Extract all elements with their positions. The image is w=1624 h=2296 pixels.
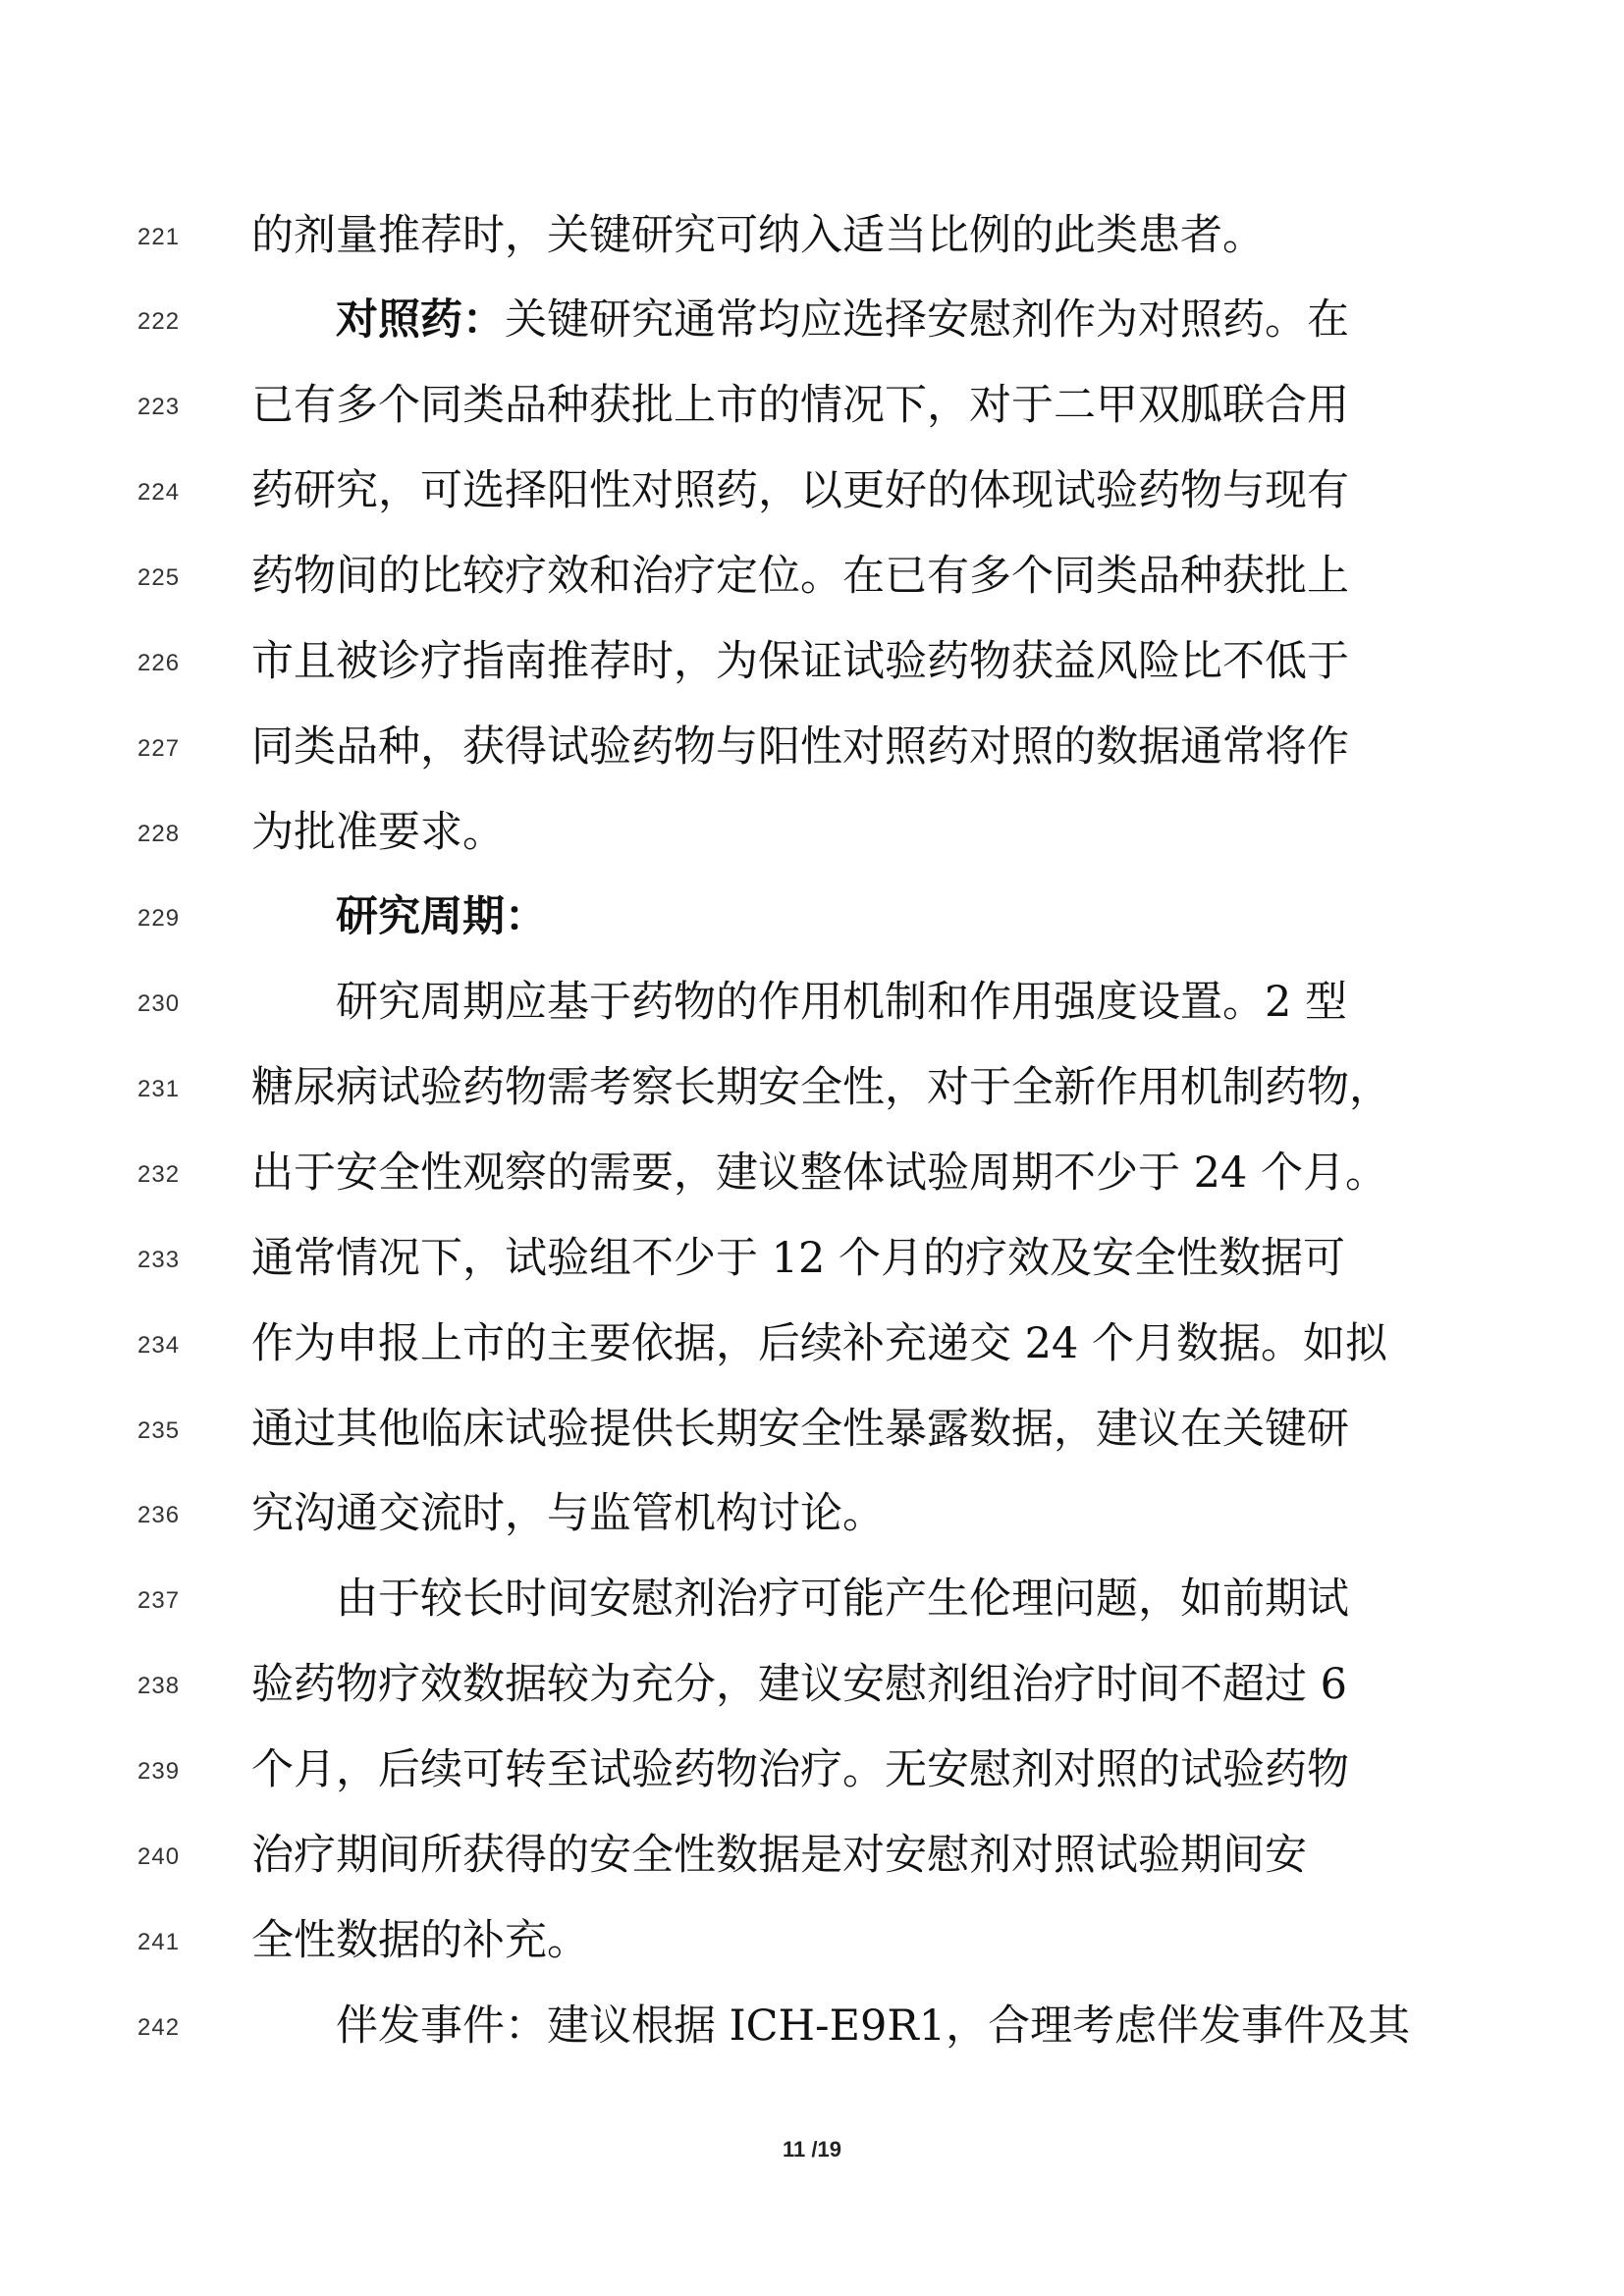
text-line <box>0 1911 1624 1970</box>
text-line <box>0 887 1624 946</box>
text-line <box>0 632 1624 691</box>
line-text <box>251 1400 1349 1459</box>
page-number: 11 /19 <box>783 2137 841 2162</box>
line-number: 232 <box>137 1161 181 1188</box>
line-number: 236 <box>137 1502 181 1528</box>
line-body: 药研究，可选择阳性对照药，以更好的体现试验药物与现有 <box>251 466 1349 515</box>
text-line <box>0 1058 1624 1117</box>
line-text <box>251 547 1349 606</box>
line-number: 226 <box>137 650 181 676</box>
line-number: 227 <box>137 735 181 762</box>
line-text <box>251 1484 885 1543</box>
line-text <box>251 632 1349 691</box>
line-number: 240 <box>137 1843 181 1870</box>
line-body: 药物间的比较疗效和治疗定位。在已有多个同类品种获批上 <box>251 552 1349 601</box>
line-number: 228 <box>137 821 181 847</box>
line-text <box>251 1740 1349 1799</box>
line-body: 全性数据的补充。 <box>251 1916 589 1965</box>
line-text <box>336 1997 1410 2056</box>
line-number: 223 <box>137 394 181 420</box>
line-text <box>336 1570 1349 1629</box>
line-text <box>336 973 1347 1032</box>
line-body: 验药物疗效数据较为充分，建议安慰剂组治疗时间不超过 6 <box>251 1660 1348 1709</box>
bold-heading: 研究周期： <box>336 892 547 941</box>
text-line <box>0 973 1624 1032</box>
line-body: 治疗期间所获得的安全性数据是对安慰剂对照试验期间安 <box>251 1831 1307 1880</box>
line-body: 关键研究通常均应选择安慰剂作为对照药。在 <box>505 295 1349 345</box>
line-body: 个月，后续可转至试验药物治疗。无安慰剂对照的试验药物 <box>251 1745 1349 1794</box>
line-number: 230 <box>137 990 181 1017</box>
line-number: 222 <box>137 308 181 335</box>
text-line <box>0 376 1624 435</box>
text-line <box>0 1655 1624 1714</box>
line-body: 出于安全性观察的需要，建议整体试验周期不少于 24 个月。 <box>251 1148 1388 1198</box>
text-line <box>0 718 1624 776</box>
line-number: 239 <box>137 1758 181 1785</box>
text-line <box>0 1570 1624 1629</box>
line-text <box>251 1911 589 1970</box>
line-text <box>251 461 1349 520</box>
text-line <box>0 547 1624 606</box>
line-text <box>251 718 1349 776</box>
line-text <box>251 376 1349 435</box>
line-body: 市且被诊疗指南推荐时，为保证试验药物获益风险比不低于 <box>251 637 1349 686</box>
text-line <box>0 1826 1624 1885</box>
text-line <box>0 1997 1624 2056</box>
bold-heading: 对照药： <box>336 295 505 345</box>
line-number: 235 <box>137 1417 181 1444</box>
text-line <box>0 1740 1624 1799</box>
line-text <box>251 1655 1347 1714</box>
line-text <box>336 887 547 946</box>
text-line <box>0 1400 1624 1459</box>
line-number: 231 <box>137 1076 181 1102</box>
text-line <box>0 1484 1624 1543</box>
line-body: 由于较长时间安慰剂治疗可能产生伦理问题，如前期试 <box>336 1575 1349 1624</box>
line-text <box>251 1144 1387 1202</box>
line-body: 究沟通交流时，与监管机构讨论。 <box>251 1489 885 1538</box>
text-line <box>0 1314 1624 1373</box>
line-number: 233 <box>137 1247 181 1273</box>
line-body: 为批准要求。 <box>251 808 505 857</box>
line-text <box>251 206 1265 265</box>
line-body: 同类品种，获得试验药物与阳性对照药对照的数据通常将作 <box>251 722 1349 772</box>
line-body: 作为申报上市的主要依据，后续补充递交 24 个月数据。如拟 <box>251 1319 1388 1368</box>
line-number: 242 <box>137 2014 181 2041</box>
line-number: 221 <box>137 224 181 250</box>
line-number: 241 <box>137 1929 181 1955</box>
line-body: 研究周期应基于药物的作用机制和作用强度设置。2 型 <box>336 978 1348 1027</box>
line-text <box>251 803 505 862</box>
text-line <box>0 461 1624 520</box>
line-text <box>251 1058 1391 1117</box>
line-text <box>336 291 1349 349</box>
text-line <box>0 803 1624 862</box>
line-text <box>251 1314 1387 1373</box>
line-body: 通常情况下，试验组不少于 12 个月的疗效及安全性数据可 <box>251 1234 1346 1283</box>
line-body: 的剂量推荐时，关键研究可纳入适当比例的此类患者。 <box>251 211 1265 260</box>
line-body: 伴发事件：建议根据 ICH-E9R1，合理考虑伴发事件及其 <box>336 2002 1411 2051</box>
line-body: 糖尿病试验药物需考察长期安全性，对于全新作用机制药物， <box>251 1063 1391 1112</box>
line-text <box>251 1826 1307 1885</box>
line-body: 通过其他临床试验提供长期安全性暴露数据，建议在关键研 <box>251 1405 1349 1454</box>
line-number: 225 <box>137 564 181 591</box>
text-line <box>0 1229 1624 1288</box>
line-number: 237 <box>137 1587 181 1614</box>
text-line <box>0 291 1624 349</box>
text-line <box>0 206 1624 265</box>
line-number: 224 <box>137 479 181 506</box>
line-number: 234 <box>137 1332 181 1359</box>
line-number: 229 <box>137 905 181 932</box>
line-number: 238 <box>137 1673 181 1699</box>
line-body: 已有多个同类品种获批上市的情况下，对于二甲双胍联合用 <box>251 381 1349 430</box>
text-line <box>0 1144 1624 1202</box>
line-text <box>251 1229 1345 1288</box>
